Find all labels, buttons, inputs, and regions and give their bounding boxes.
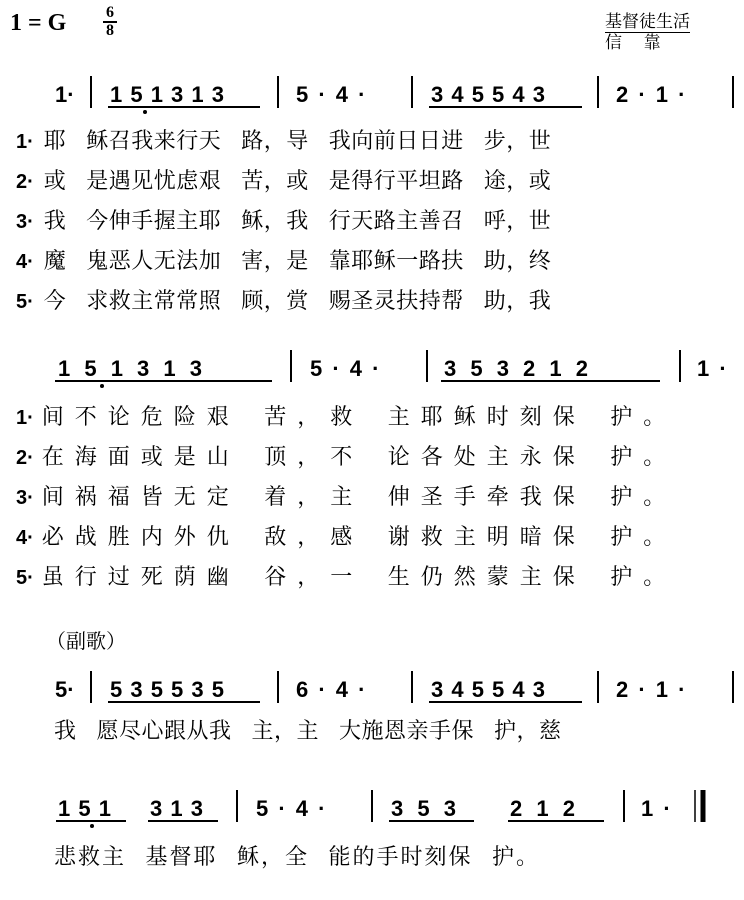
verse-line — [16, 284, 551, 315]
chorus-line-1-notes — [55, 671, 733, 703]
measure-notes: 1 5 1 3 1 3 — [58, 356, 206, 381]
system-2-notes — [55, 350, 729, 388]
lyric-text: 间祸福皆无定 着，主 伸圣手牵我保 护。 — [41, 484, 677, 509]
measure-notes: 3 5 3 2 1 2 — [444, 356, 592, 381]
lyric-text: 间不论危险艰 苦，救 主耶稣时刻保 护。 — [41, 404, 677, 429]
measure-notes: 1 · — [641, 796, 673, 821]
measure-notes: 3 5 3 — [391, 796, 460, 821]
verse-line — [16, 440, 676, 471]
verse-line — [16, 204, 551, 235]
measure-notes: 2 · 1 · — [616, 677, 688, 702]
verse-number: 5· — [16, 291, 34, 313]
measure-notes: 6 · 4 · — [296, 677, 368, 702]
measure-notes: 2 1 2 — [510, 796, 579, 821]
low-octave-dot — [100, 384, 104, 388]
time-signature-bottom: 8 — [106, 22, 114, 39]
measure-notes: 3 4 5 5 4 3 — [431, 677, 546, 702]
chorus-lyric-line-1: 我 愿尽心跟从我 主，主 大施恩亲手保 护，慈 — [54, 718, 562, 743]
time-signature-top: 6 — [103, 5, 117, 23]
lyric-text: 耶 稣召我来行天 路，导 我向前日日进 步，世 — [43, 128, 552, 153]
lyric-text: 今 求救主常常照 顾，赏 赐圣灵扶持帮 助，我 — [43, 288, 552, 313]
measure-notes: 1 5 1 — [58, 796, 112, 821]
verse-number: 3· — [16, 211, 34, 233]
verse-line — [16, 124, 551, 155]
verse-line — [16, 164, 551, 195]
verse-line — [16, 560, 676, 591]
lyric-text: 必战胜内外仇 敌，感 谢救主明暗保 护。 — [41, 524, 677, 549]
measure-notes: 5 · 4 · — [256, 796, 328, 821]
measure-notes: 5 3 5 5 3 5 — [110, 677, 225, 702]
measure-notes: 5 · 4 · — [296, 82, 368, 107]
verse-number: 3· — [16, 487, 34, 509]
composer-credit: 信 靠 — [605, 33, 661, 53]
chorus-lyric-line-2: 悲救主 基督耶 稣，全 能的手时刻保 护。 — [54, 844, 541, 869]
pickup-note: 5· — [55, 677, 75, 702]
lyric-text: 魔 鬼恶人无法加 害，是 靠耶稣一路扶 助，终 — [43, 248, 552, 273]
system-1-notes — [55, 76, 733, 114]
verse-number: 1· — [16, 131, 34, 153]
measure-notes: 1 · — [697, 356, 729, 381]
lyric-text: 在海面或是山 顶，不 论各处主永保 护。 — [41, 444, 677, 469]
low-octave-dot — [143, 110, 147, 114]
chorus-label: （副歌） — [46, 631, 126, 653]
verse-number: 4· — [16, 251, 34, 273]
measure-notes: 2 · 1 · — [616, 82, 688, 107]
lyricist-credit: 基督徒生活 — [605, 12, 690, 32]
measure-notes: 5 · 4 · — [310, 356, 382, 381]
verse-line — [16, 480, 676, 511]
lyric-text: 我 今伸手握主耶 稣，我 行天路主善召 呼，世 — [43, 208, 552, 233]
verse-number: 2· — [16, 447, 34, 469]
measure-notes: 3 1 3 — [150, 796, 204, 821]
verse-number: 4· — [16, 527, 34, 549]
verse-number: 5· — [16, 567, 34, 589]
measure-notes: 1 5 1 3 1 3 — [110, 82, 225, 107]
verse-line — [16, 520, 676, 551]
lyric-text: 或 是遇见忧虑艰 苦，或 是得行平坦路 途，或 — [43, 168, 552, 193]
key-signature: 1 = G — [10, 10, 67, 36]
lyric-text: 虽行过死荫幽 谷，一 生仍然蒙主保 护。 — [41, 564, 677, 589]
verse-line — [16, 400, 676, 431]
measure-notes: 3 4 5 5 4 3 — [431, 82, 546, 107]
verse-number: 2· — [16, 171, 34, 193]
pickup-note: 1· — [55, 82, 75, 107]
low-octave-dot — [90, 824, 94, 828]
chorus-line-2-notes — [56, 790, 703, 828]
verse-number: 1· — [16, 407, 34, 429]
verse-line — [16, 244, 551, 275]
